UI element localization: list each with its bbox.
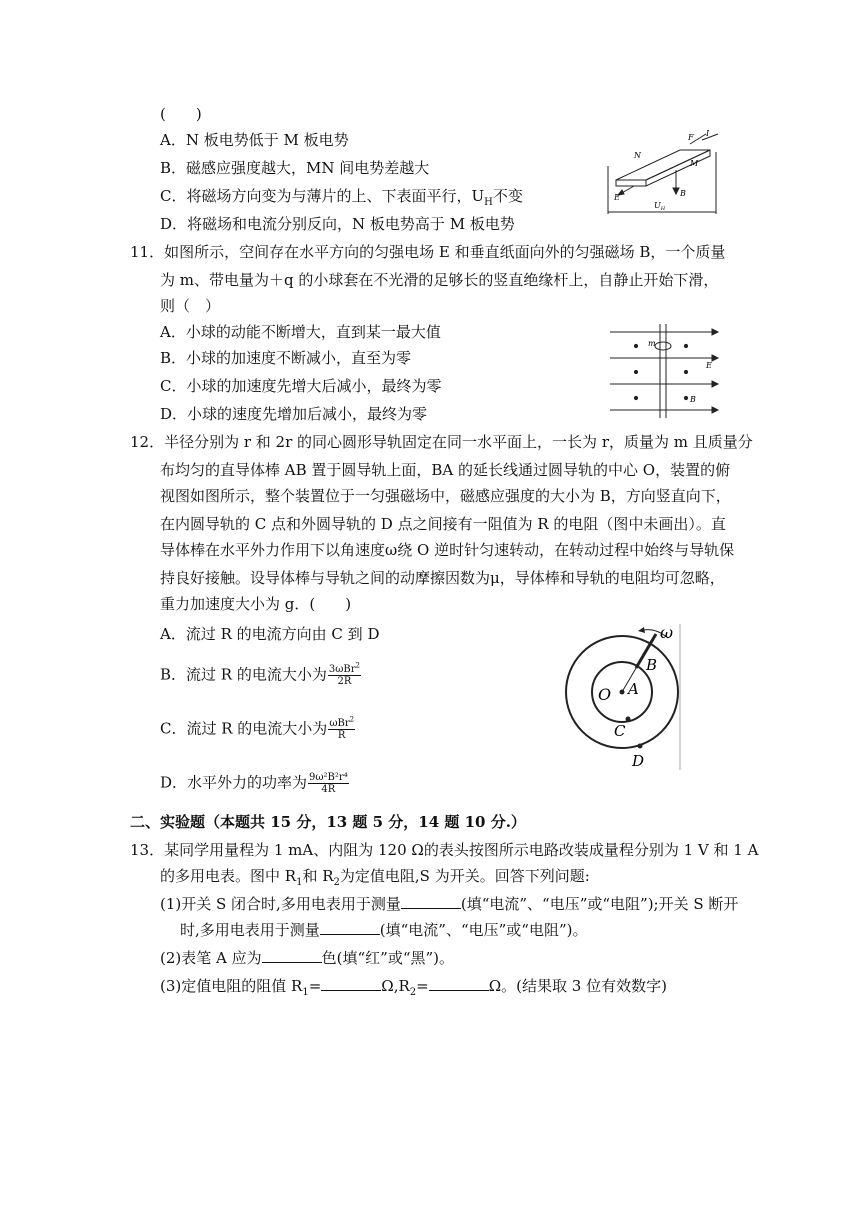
q12-stem-line2: 布均匀的直导体棒 AB 置于圆导轨上面，BA 的延长线通过圆导轨的中心 O，装置的俯 xyxy=(160,461,731,479)
svg-text:B: B xyxy=(680,189,686,198)
q13-part1-line2: 时,多用电表用于测量 (填“电流”、“电压”或“电阻”)。 xyxy=(180,921,588,939)
svg-text:M: M xyxy=(690,159,699,168)
q12-stem-line7: 重力加速度大小为 g．( ) xyxy=(160,595,352,613)
q11-option-d: D．小球的速度先增加后减小，最终为零 xyxy=(160,405,428,423)
svg-text:A: A xyxy=(628,680,639,698)
answer-blank[interactable] xyxy=(429,976,489,991)
q12-stem-line3: 视图如图所示，整个装置位于一匀强磁场中，磁感应强度的大小为 B，方向竖直向下， xyxy=(160,487,731,505)
q12-option-c: C．流过 R 的电流大小为 $\frac{\omega Br^2}{R}$ xyxy=(160,715,355,741)
svg-text:UH: $U_H$ xyxy=(654,201,666,212)
q13-part1-line1: (1)开关 S 闭合时,多用电表用于测量 (填“电流”、“电压”或“电阻”);开关 S 断开 xyxy=(160,895,739,913)
plate-side xyxy=(646,150,710,186)
svg-text:C: C xyxy=(614,722,626,740)
q11-stem-line3: 则（ ） xyxy=(160,297,221,315)
q11-stem-line2: 为 m、带电量为＋q 的小球套在不光滑的足够长的竖直绝缘杆上，自静止开始下滑， xyxy=(160,271,719,289)
q12-stem-line4: 在内圆导轨的 C 点和外圆导轨的 D 点之间接有一阻值为 R 的电阻（图中未画出）。直 xyxy=(160,515,726,533)
q11-option-b: B．小球的加速度不断减小，直至为零 xyxy=(160,349,412,367)
q10-paren: ( ) xyxy=(160,105,202,123)
svg-text:B: B xyxy=(690,395,696,404)
q12-option-b: B．流过 R 的电流大小为 $\frac{3\omega Br^2}{2R}$ xyxy=(160,661,360,687)
q12-option-a: A．流过 R 的电流方向由 C 到 D xyxy=(160,625,380,643)
q10-option-c: C．将磁场方向变为与薄片的上、下表面平行，$U_H$不变 xyxy=(160,187,523,208)
svg-text:N: N xyxy=(634,151,641,160)
concentric-rails-figure xyxy=(560,622,692,774)
q11-option-c: C．小球的加速度先增大后减小，最终为零 xyxy=(160,377,442,395)
svg-text:O: O xyxy=(598,685,612,704)
svg-text:B: B xyxy=(646,656,658,674)
answer-blank[interactable] xyxy=(320,920,380,935)
q13-stem-line2: 的多用电表。图中 $R_1$和 $R_2$为定值电阻,S 为开关。回答下列问题: xyxy=(160,867,590,888)
svg-text:E: E xyxy=(614,193,620,202)
q13-part2: (2)表笔 A 应为 色(填“红”或“黑”)。 xyxy=(160,949,455,967)
q12-stem-line5: 导体棒在水平外力作用下以角速度ω绕 O 逆时针匀速转动，在转动过程中始终与导轨保 xyxy=(160,541,735,559)
q11-stem-line1: 11．如图所示，空间存在水平方向的匀强电场 E 和垂直纸面向外的匀强磁场 B，一个质量 xyxy=(130,243,726,261)
q13-part3: (3)定值电阻的阻值 $R_1= \Omega,R_2= \Omega$。(结果取 3 位有效数字) xyxy=(160,977,667,998)
svg-text:I: I xyxy=(706,129,710,138)
q12-option-d: D．水平外力的功率为 $\frac{\text{9ω²B²r⁴}}{4R}$ xyxy=(160,772,348,795)
hall-plate-figure xyxy=(598,128,728,220)
q10-option-b: B．磁感应强度越大，MN 间电势差越大 xyxy=(160,159,430,177)
fraction: $\frac{\text{9ω²B²r⁴}}{4R}$ xyxy=(309,772,348,795)
fraction: $\frac{3\omega Br^2}{2R}$ xyxy=(328,661,360,687)
section-heading: 二、实验题（本题共 15 分，13 题 5 分，14 题 10 分.） xyxy=(130,813,526,831)
q12-stem-line6: 持良好接触。设导体棒与导轨之间的动摩擦因数为μ，导体棒和导轨的电阻均可忽略， xyxy=(160,569,725,587)
svg-text:D: D xyxy=(632,752,645,770)
q10-option-a: A．N 板电势低于 M 板电势 xyxy=(160,131,349,149)
q10-option-d: D．将磁场和电流分别反向，N 板电势高于 M 板电势 xyxy=(160,215,515,233)
q11-option-a: A．小球的动能不断增大，直到某一最大值 xyxy=(160,323,441,341)
field-rod-figure xyxy=(608,322,720,418)
answer-blank[interactable] xyxy=(321,976,381,991)
answer-blank[interactable] xyxy=(401,894,461,909)
fraction: $\frac{\omega Br^2}{R}$ xyxy=(329,715,355,741)
plate-front xyxy=(616,180,646,186)
ball-ring xyxy=(655,342,671,350)
answer-blank[interactable] xyxy=(262,948,322,963)
svg-text:ω: ω xyxy=(660,623,674,642)
svg-text:m: m xyxy=(648,339,656,348)
svg-text:E: E xyxy=(706,361,712,370)
q13-stem-line1: 13．某同学用量程为 1 mA、内阻为 120 Ω的表头按图所示电路改装成量程分别为 1 V 和 1 A xyxy=(130,841,759,859)
svg-text:F: F xyxy=(688,133,694,142)
q12-stem-line1: 12．半径分别为 r 和 2r 的同心圆形导轨固定在同一水平面上，一长为 r，质量为 m 且质量分 xyxy=(130,433,753,451)
